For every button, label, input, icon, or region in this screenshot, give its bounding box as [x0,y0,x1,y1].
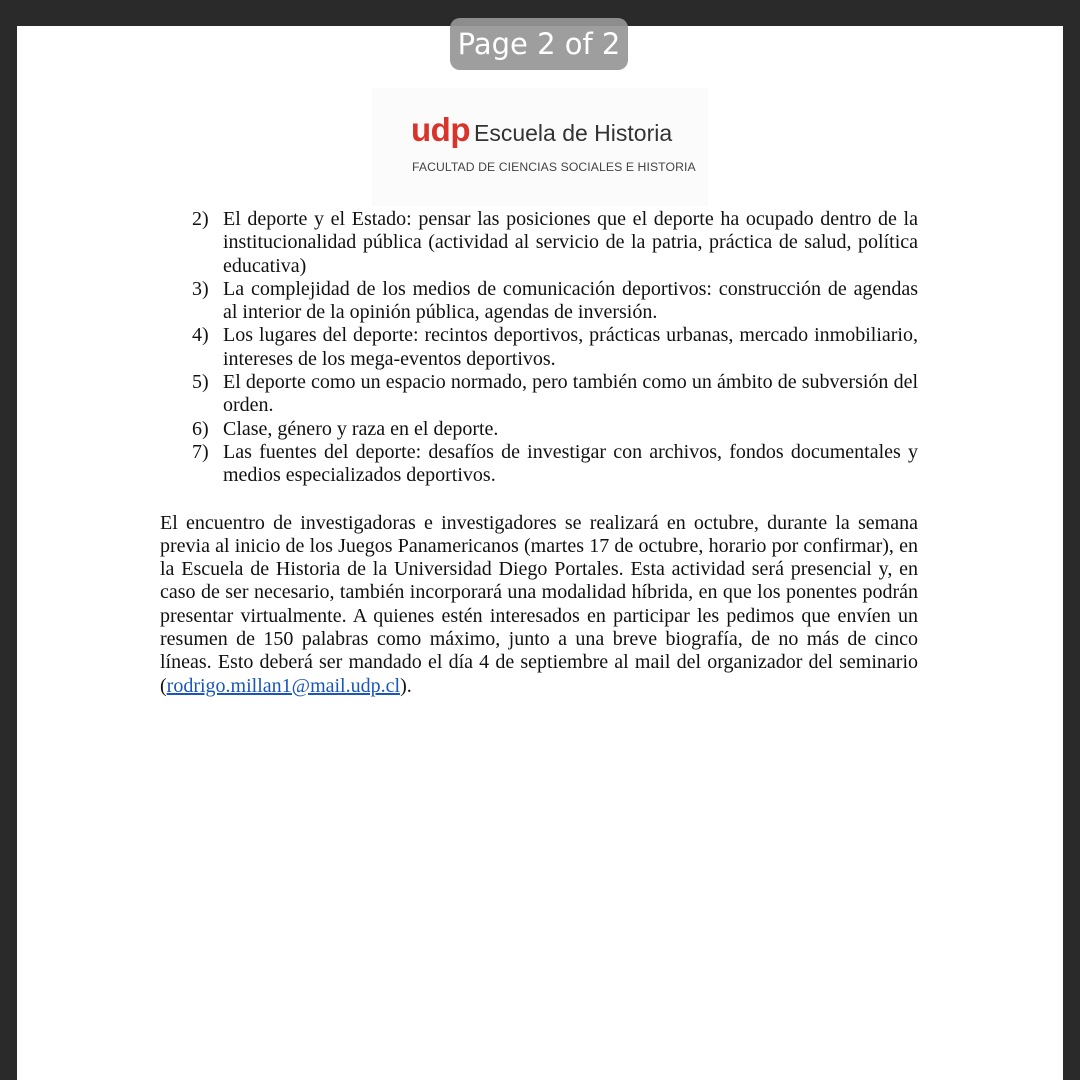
list-item-text: El deporte y el Estado: pensar las posiciones que el deporte ha ocupado dentro de la institucionalidad pública (actividad al servicio de la patria, práctica de salud, política educativa) [223,208,918,277]
document-page [17,26,1063,1080]
list-item-text: El deporte como un espacio normado, pero también como un ámbito de subversión del orden. [223,371,918,417]
list-item-number: 2) [192,208,209,230]
list-item-number: 3) [192,277,209,300]
list-item [160,441,918,488]
list-item [160,324,918,371]
list-item-number: 4) [192,324,209,347]
list-item [160,371,918,418]
logo-title [411,111,672,149]
list-item-number: 7) [192,440,209,463]
page-indicator: Page 2 of 2 [450,18,628,70]
logo-subtitle: FACULTAD DE CIENCIAS SOCIALES E HISTORIA [412,160,696,174]
list-item [160,418,918,441]
udp-logo [372,88,708,206]
list-item-number: 6) [192,417,209,440]
list-item-text: Los lugares del deporte: recintos deportivos, prácticas urbanas, mercado inmobiliario, intereses de los mega-eventos deportivos. [223,324,918,370]
list-item [160,278,918,325]
list-item-text: Clase, género y raza en el deporte. [223,417,499,440]
list-item-text: Las fuentes del deporte: desafíos de investigar con archivos, fondos documentales y medios especializados deportivos. [223,440,918,487]
event-paragraph [160,512,918,698]
paragraph-text: El encuentro de investigadoras e investigadores se realizará en octubre, durante la semana previa al inicio de los Juegos Panamericanos (martes 17 de octubre, horario por confirmar), en la Escuela de Historia de la Universidad Diego Portales. Esta actividad será presencial y, en caso de ser necesario, también incorporará una modalidad híbrida, en que los ponentes podrán presentar virtualmente. A quienes estén interesados en participar les pedimos que envíen un resumen de 150 palabras como máximo, junto a una breve biografía, de no más de cinco líneas. Esto deberá ser mandado el día 4 de septiembre al mail del organizador del seminario ( [160,511,918,697]
logo-school-name: Escuela de Historia [473,120,673,146]
logo-brand: udp [411,111,470,148]
list-item-number: 5) [192,371,209,394]
topics-list [160,208,918,488]
organizer-email-link[interactable]: rodrigo.millan1@mail.udp.cl [166,674,401,697]
paragraph-closing: ). [400,674,412,697]
list-item-text: La complejidad de los medios de comunicación deportivos: construcción de agendas al interior de la opinión pública, agendas de inversión. [223,277,918,324]
document-body [160,208,918,718]
list-item [160,208,918,278]
